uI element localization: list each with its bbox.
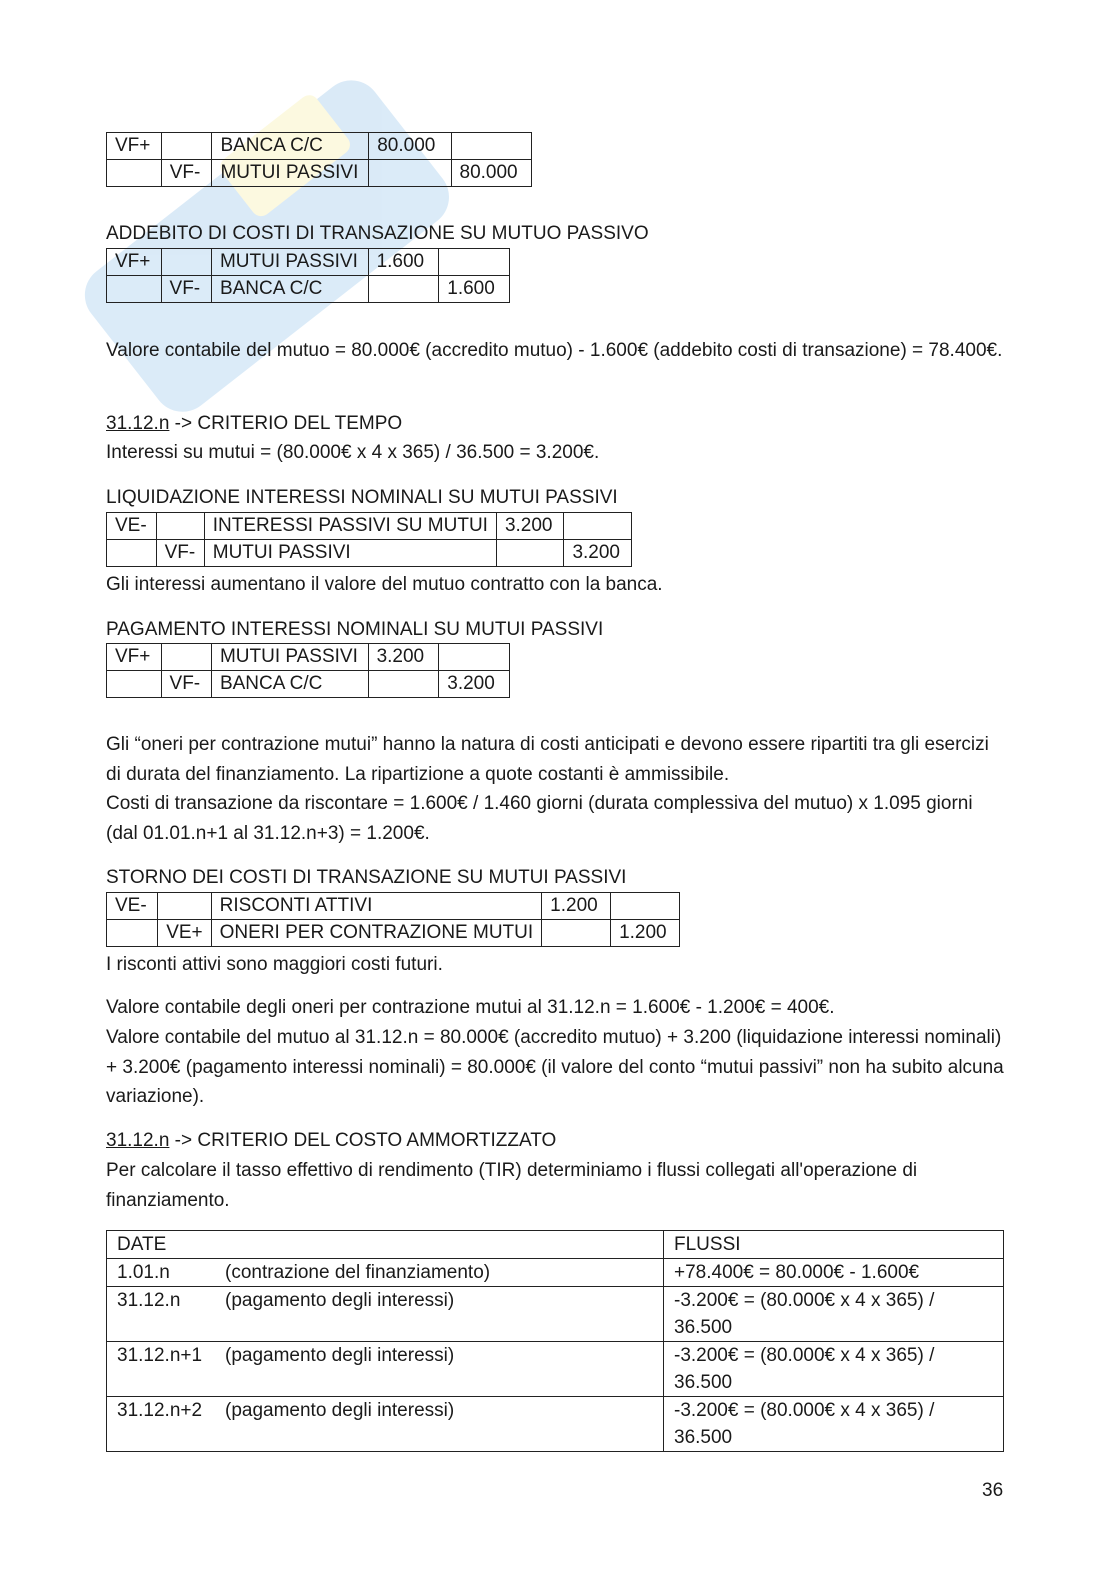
table-row: VE- RISCONTI ATTIVI 1.200 xyxy=(107,893,680,920)
section-heading-criterio-tempo: 31.12.n -> CRITERIO DEL TEMPO xyxy=(106,413,403,434)
section-heading: STORNO DEI COSTI DI TRANSAZIONE SU MUTUI PASSIVI xyxy=(106,867,627,888)
paragraph-valore-contabile: Valore contabile del mutuo = 80.000€ (accredito mutuo) - 1.600€ (addebito costi di transazione) = 78.400€. xyxy=(106,340,1003,361)
paragraph-valore-oneri: Valore contabile degli oneri per contrazione mutui al 31.12.n = 1.600€ - 1.200€ = 400€. xyxy=(106,997,835,1018)
table-row: VE- INTERESSI PASSIVI SU MUTUI 3.200 xyxy=(107,513,632,540)
table-header-row: DATE FLUSSI xyxy=(107,1231,1004,1259)
table-row: 1.01.n (contrazione del finanziamento) +78.400€ = 80.000€ - 1.600€ xyxy=(107,1259,1004,1287)
paragraph-interessi: Interessi su mutui = (80.000€ x 4 x 365) / 36.500 = 3.200€. xyxy=(106,442,600,463)
paragraph-valore-mutuo: Valore contabile del mutuo al 31.12.n = 80.000€ (accredito mutuo) + 3.200 (liquidazione interessi nominali) + 3.200€ (pagamento interessi nominali) = 80.000€ (il valore del conto “mutui passivi” non ha subito alcuna variazione). xyxy=(106,1027,1004,1107)
table-row: 31.12.n (pagamento degli interessi) -3.200€ = (80.000€ x 4 x 365) / 36.500 xyxy=(107,1287,1004,1342)
journal-entry-liquidazione xyxy=(106,512,632,567)
page-number: 36 xyxy=(982,1480,1004,1501)
paragraph-costi-riscontare: Costi di transazione da riscontare = 1.600€ / 1.460 giorni (durata complessiva del mutuo) x 1.095 giorni (dal 01.01.n+1 al 31.12.n+3) = 1.200€. xyxy=(106,793,973,844)
table-row: VE+ ONERI PER CONTRAZIONE MUTUI 1.200 xyxy=(107,920,680,947)
table-row: VF+ BANCA C/C 80.000 xyxy=(107,133,532,160)
table-row: 31.12.n+2 (pagamento degli interessi) -3.200€ = (80.000€ x 4 x 365) / 36.500 xyxy=(107,1397,1004,1452)
section-heading: ADDEBITO DI COSTI DI TRANSAZIONE SU MUTUO PASSIVO xyxy=(106,223,649,244)
table-row: VF- BANCA C/C 1.600 xyxy=(107,276,510,303)
journal-entry-pagamento xyxy=(106,643,510,698)
note: I risconti attivi sono maggiori costi futuri. xyxy=(106,954,443,975)
journal-entry-accredito xyxy=(106,132,532,187)
table-row: 31.12.n+1 (pagamento degli interessi) -3.200€ = (80.000€ x 4 x 365) / 36.500 xyxy=(107,1342,1004,1397)
section-heading-costo-ammortizzato: 31.12.n -> CRITERIO DEL COSTO AMMORTIZZATO xyxy=(106,1130,557,1151)
section-heading: PAGAMENTO INTERESSI NOMINALI SU MUTUI PASSIVI xyxy=(106,619,604,640)
flows-table xyxy=(106,1230,1004,1452)
table-row: VF+ MUTUI PASSIVI 3.200 xyxy=(107,644,510,671)
paragraph-tir: Per calcolare il tasso effettivo di rendimento (TIR) determiniamo i flussi collegati all'operazione di finanziamento. xyxy=(106,1160,918,1211)
section-heading: LIQUIDAZIONE INTERESSI NOMINALI SU MUTUI PASSIVI xyxy=(106,487,618,508)
note: Gli interessi aumentano il valore del mutuo contratto con la banca. xyxy=(106,574,663,595)
journal-entry-storno xyxy=(106,892,680,947)
table-row: VF- MUTUI PASSIVI 80.000 xyxy=(107,160,532,187)
journal-entry-costi-transazione xyxy=(106,248,510,303)
paragraph-oneri: Gli “oneri per contrazione mutui” hanno la natura di costi anticipati e devono essere ripartiti tra gli esercizi di durata del finanziamento. La ripartizione a quote costanti è ammissibile. xyxy=(106,734,989,785)
table-row: VF- BANCA C/C 3.200 xyxy=(107,671,510,698)
table-row: VF+ MUTUI PASSIVI 1.600 xyxy=(107,249,510,276)
table-row: VF- MUTUI PASSIVI 3.200 xyxy=(107,540,632,567)
